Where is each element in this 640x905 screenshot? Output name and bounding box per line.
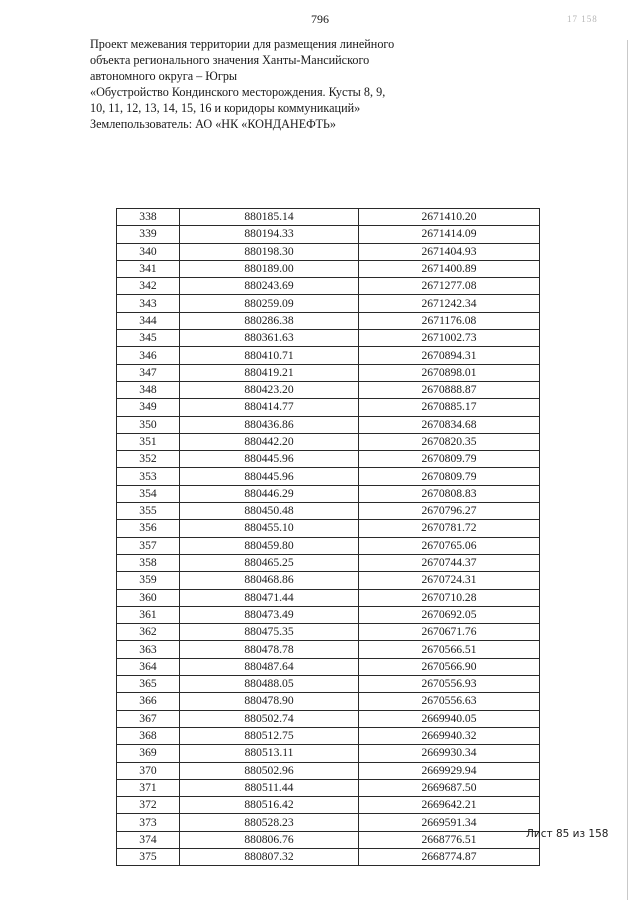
- point-number-cell: 374: [117, 831, 180, 848]
- point-number-cell: 373: [117, 814, 180, 831]
- point-number-cell: 352: [117, 451, 180, 468]
- point-number-cell: 372: [117, 797, 180, 814]
- x-coordinate-cell: 880473.49: [180, 606, 359, 623]
- table-row: [117, 710, 540, 727]
- y-coordinate-cell: 2670692.05: [359, 606, 540, 623]
- point-number-cell: 340: [117, 243, 180, 260]
- x-coordinate-cell: 880459.80: [180, 537, 359, 554]
- x-coordinate-cell: 880423.20: [180, 381, 359, 398]
- point-number-cell: 339: [117, 226, 180, 243]
- y-coordinate-cell: 2669930.34: [359, 745, 540, 762]
- y-coordinate-cell: 2671242.34: [359, 295, 540, 312]
- x-coordinate-cell: 880806.76: [180, 831, 359, 848]
- y-coordinate-cell: 2671404.93: [359, 243, 540, 260]
- header-line: 10, 11, 12, 13, 14, 15, 16 и коридоры коммуникаций»: [90, 101, 361, 115]
- y-coordinate-cell: 2671277.08: [359, 278, 540, 295]
- y-coordinate-cell: 2671410.20: [359, 209, 540, 226]
- point-number-cell: 369: [117, 745, 180, 762]
- y-coordinate-cell: 2671400.89: [359, 260, 540, 277]
- table-row: [117, 468, 540, 485]
- x-coordinate-cell: 880807.32: [180, 848, 359, 865]
- x-coordinate-cell: 880442.20: [180, 433, 359, 450]
- point-number-cell: 360: [117, 589, 180, 606]
- y-coordinate-cell: 2668776.51: [359, 831, 540, 848]
- x-coordinate-cell: 880465.25: [180, 554, 359, 571]
- point-number-cell: 365: [117, 676, 180, 693]
- y-coordinate-cell: 2669940.05: [359, 710, 540, 727]
- x-coordinate-cell: 880259.09: [180, 295, 359, 312]
- point-number-cell: 357: [117, 537, 180, 554]
- point-number-cell: 347: [117, 364, 180, 381]
- table-row: [117, 451, 540, 468]
- x-coordinate-cell: 880419.21: [180, 364, 359, 381]
- point-number-cell: 353: [117, 468, 180, 485]
- x-coordinate-cell: 880445.96: [180, 468, 359, 485]
- point-number-cell: 364: [117, 658, 180, 675]
- x-coordinate-cell: 880478.78: [180, 641, 359, 658]
- x-coordinate-cell: 880475.35: [180, 624, 359, 641]
- table-row: [117, 433, 540, 450]
- point-number-cell: 358: [117, 554, 180, 571]
- y-coordinate-cell: 2671414.09: [359, 226, 540, 243]
- y-coordinate-cell: 2669591.34: [359, 814, 540, 831]
- y-coordinate-cell: 2671002.73: [359, 330, 540, 347]
- y-coordinate-cell: 2670781.72: [359, 520, 540, 537]
- y-coordinate-cell: 2670834.68: [359, 416, 540, 433]
- table-row: [117, 416, 540, 433]
- x-coordinate-cell: 880189.00: [180, 260, 359, 277]
- table-row: [117, 399, 540, 416]
- x-coordinate-cell: 880410.71: [180, 347, 359, 364]
- faint-stamp: 17 158: [567, 14, 598, 24]
- y-coordinate-cell: 2670820.35: [359, 433, 540, 450]
- x-coordinate-cell: 880513.11: [180, 745, 359, 762]
- table-row: [117, 589, 540, 606]
- header-line: Проект межевания территории для размещения линейного: [90, 37, 395, 51]
- table-row: [117, 503, 540, 520]
- y-coordinate-cell: 2670898.01: [359, 364, 540, 381]
- y-coordinate-cell: 2670556.63: [359, 693, 540, 710]
- point-number-cell: 344: [117, 312, 180, 329]
- x-coordinate-cell: 880450.48: [180, 503, 359, 520]
- point-number-cell: 362: [117, 624, 180, 641]
- table-row: [117, 520, 540, 537]
- header-line: объекта регионального значения Ханты-Мансийского: [90, 53, 370, 67]
- table-row: [117, 347, 540, 364]
- table-row: [117, 797, 540, 814]
- y-coordinate-cell: 2670808.83: [359, 485, 540, 502]
- point-number-cell: 346: [117, 347, 180, 364]
- y-coordinate-cell: 2670744.37: [359, 554, 540, 571]
- point-number-cell: 359: [117, 572, 180, 589]
- table-row: [117, 243, 540, 260]
- x-coordinate-cell: 880468.86: [180, 572, 359, 589]
- coordinates-table-body: [117, 209, 540, 866]
- point-number-cell: 366: [117, 693, 180, 710]
- x-coordinate-cell: 880488.05: [180, 676, 359, 693]
- x-coordinate-cell: 880487.64: [180, 658, 359, 675]
- x-coordinate-cell: 880446.29: [180, 485, 359, 502]
- y-coordinate-cell: 2670724.31: [359, 572, 540, 589]
- table-row: [117, 554, 540, 571]
- y-coordinate-cell: 2670671.76: [359, 624, 540, 641]
- table-row: [117, 624, 540, 641]
- table-row: [117, 641, 540, 658]
- table-row: [117, 537, 540, 554]
- table-row: [117, 693, 540, 710]
- point-number-cell: 355: [117, 503, 180, 520]
- y-coordinate-cell: 2670809.79: [359, 468, 540, 485]
- scan-edge-line: [627, 40, 628, 900]
- x-coordinate-cell: 880516.42: [180, 797, 359, 814]
- y-coordinate-cell: 2670888.87: [359, 381, 540, 398]
- table-row: [117, 364, 540, 381]
- table-row: [117, 831, 540, 848]
- page-number: 796: [311, 12, 329, 26]
- point-number-cell: 367: [117, 710, 180, 727]
- point-number-cell: 348: [117, 381, 180, 398]
- y-coordinate-cell: 2670566.51: [359, 641, 540, 658]
- header-line: автономного округа – Югры: [90, 69, 238, 83]
- table-row: [117, 606, 540, 623]
- table-row: [117, 572, 540, 589]
- x-coordinate-cell: 880478.90: [180, 693, 359, 710]
- x-coordinate-cell: 880502.96: [180, 762, 359, 779]
- x-coordinate-cell: 880185.14: [180, 209, 359, 226]
- y-coordinate-cell: 2670885.17: [359, 399, 540, 416]
- x-coordinate-cell: 880198.30: [180, 243, 359, 260]
- y-coordinate-cell: 2670809.79: [359, 451, 540, 468]
- point-number-cell: 351: [117, 433, 180, 450]
- table-row: [117, 260, 540, 277]
- x-coordinate-cell: 880455.10: [180, 520, 359, 537]
- x-coordinate-cell: 880436.86: [180, 416, 359, 433]
- y-coordinate-cell: 2670710.28: [359, 589, 540, 606]
- table-row: [117, 779, 540, 796]
- y-coordinate-cell: 2671176.08: [359, 312, 540, 329]
- table-row: [117, 312, 540, 329]
- table-row: [117, 727, 540, 744]
- table-row: [117, 226, 540, 243]
- table-row: [117, 814, 540, 831]
- y-coordinate-cell: 2669940.32: [359, 727, 540, 744]
- y-coordinate-cell: 2668774.87: [359, 848, 540, 865]
- point-number-cell: 345: [117, 330, 180, 347]
- point-number-cell: 356: [117, 520, 180, 537]
- point-number-cell: 368: [117, 727, 180, 744]
- y-coordinate-cell: 2669929.94: [359, 762, 540, 779]
- header-line: Землепользователь: АО «НК «КОНДАНЕФТЬ»: [90, 117, 337, 131]
- x-coordinate-cell: 880286.38: [180, 312, 359, 329]
- point-number-cell: 343: [117, 295, 180, 312]
- y-coordinate-cell: 2670894.31: [359, 347, 540, 364]
- x-coordinate-cell: 880194.33: [180, 226, 359, 243]
- table-row: [117, 330, 540, 347]
- table-row: [117, 848, 540, 865]
- sheet-counter: Лист 85 из 158: [526, 828, 609, 840]
- point-number-cell: 363: [117, 641, 180, 658]
- y-coordinate-cell: 2669642.21: [359, 797, 540, 814]
- x-coordinate-cell: 880502.74: [180, 710, 359, 727]
- x-coordinate-cell: 880511.44: [180, 779, 359, 796]
- x-coordinate-cell: 880471.44: [180, 589, 359, 606]
- point-number-cell: 361: [117, 606, 180, 623]
- x-coordinate-cell: 880361.63: [180, 330, 359, 347]
- point-number-cell: 350: [117, 416, 180, 433]
- x-coordinate-cell: 880512.75: [180, 727, 359, 744]
- table-row: [117, 278, 540, 295]
- coordinates-table: [116, 208, 540, 866]
- point-number-cell: 371: [117, 779, 180, 796]
- point-number-cell: 375: [117, 848, 180, 865]
- table-row: [117, 745, 540, 762]
- table-row: [117, 209, 540, 226]
- point-number-cell: 349: [117, 399, 180, 416]
- point-number-cell: 338: [117, 209, 180, 226]
- point-number-cell: 370: [117, 762, 180, 779]
- y-coordinate-cell: 2669687.50: [359, 779, 540, 796]
- table-row: [117, 676, 540, 693]
- table-row: [117, 658, 540, 675]
- point-number-cell: 354: [117, 485, 180, 502]
- point-number-cell: 341: [117, 260, 180, 277]
- table-row: [117, 381, 540, 398]
- y-coordinate-cell: 2670796.27: [359, 503, 540, 520]
- table-row: [117, 295, 540, 312]
- x-coordinate-cell: 880243.69: [180, 278, 359, 295]
- point-number-cell: 342: [117, 278, 180, 295]
- table-row: [117, 485, 540, 502]
- x-coordinate-cell: 880528.23: [180, 814, 359, 831]
- x-coordinate-cell: 880445.96: [180, 451, 359, 468]
- y-coordinate-cell: 2670765.06: [359, 537, 540, 554]
- document-header: [90, 36, 450, 132]
- y-coordinate-cell: 2670556.93: [359, 676, 540, 693]
- header-line: «Обустройство Кондинского месторождения. Кусты 8, 9,: [90, 85, 386, 99]
- y-coordinate-cell: 2670566.90: [359, 658, 540, 675]
- table-row: [117, 762, 540, 779]
- x-coordinate-cell: 880414.77: [180, 399, 359, 416]
